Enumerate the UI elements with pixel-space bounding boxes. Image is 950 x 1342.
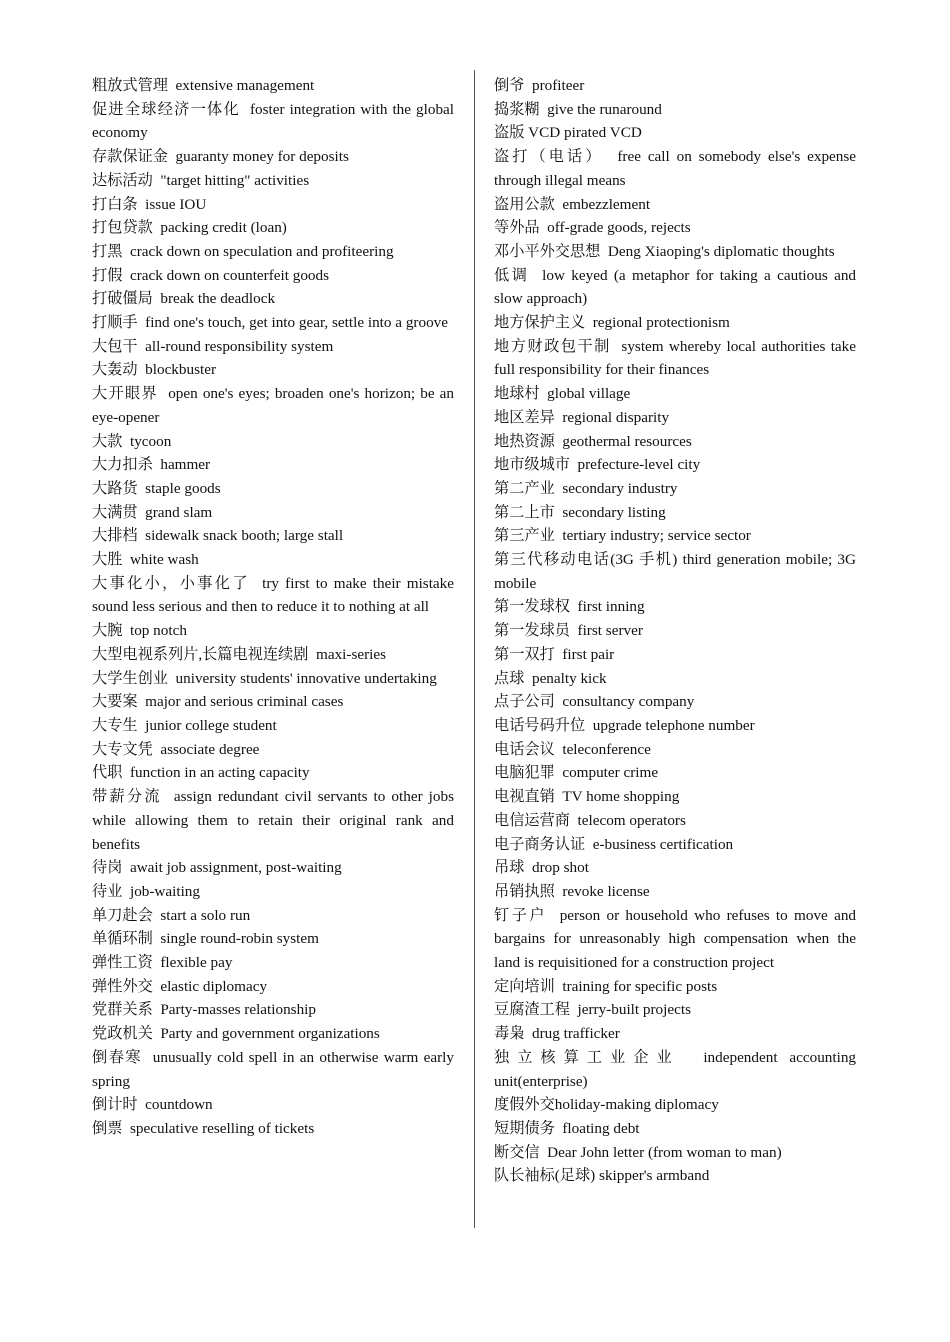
english-translation: flexible pay xyxy=(160,954,233,972)
term-separator xyxy=(570,1001,578,1018)
english-translation: first inning xyxy=(577,598,645,616)
glossary-entry xyxy=(92,998,454,1022)
english-translation: job-waiting xyxy=(129,882,200,900)
english-translation: associate degree xyxy=(160,740,260,758)
term-separator xyxy=(122,243,130,260)
glossary-entry xyxy=(494,264,856,311)
english-translation: computer crime xyxy=(562,764,659,782)
glossary-entry xyxy=(494,121,856,145)
term-separator xyxy=(122,1120,130,1137)
term-separator xyxy=(570,622,578,639)
chinese-term: 党政机关 xyxy=(92,1025,153,1043)
english-translation: junior college student xyxy=(145,716,277,734)
glossary-entry xyxy=(92,1093,454,1117)
chinese-term: 定向培训 xyxy=(494,977,555,995)
chinese-term: 待业 xyxy=(92,882,123,900)
glossary-entry xyxy=(494,382,856,406)
chinese-term: 点球 xyxy=(494,669,525,687)
english-translation: assign redundant civil servants to other jobs while allowing them to retain their original rank and benefits xyxy=(92,788,455,853)
chinese-term: 盗打（电话） xyxy=(494,148,604,166)
chinese-term: 打顺手 xyxy=(92,314,138,332)
column-divider xyxy=(474,70,475,1228)
glossary-entry xyxy=(92,690,454,714)
glossary-entry xyxy=(92,951,454,975)
chinese-term: 党群关系 xyxy=(92,1001,153,1019)
chinese-term: 短期债务 xyxy=(494,1119,555,1137)
english-translation: revoke license xyxy=(562,882,650,900)
glossary-entry xyxy=(494,619,856,643)
glossary-entry xyxy=(92,477,454,501)
english-translation: university students' innovative undertaking xyxy=(175,669,437,687)
chinese-term: 打假 xyxy=(92,266,123,284)
english-translation: floating debt xyxy=(562,1119,640,1137)
term-separator xyxy=(570,456,578,473)
glossary-entry xyxy=(494,904,856,975)
english-translation: Party-masses relationship xyxy=(160,1001,316,1019)
english-translation: give the runaround xyxy=(547,100,662,118)
chinese-term: 大满贯 xyxy=(92,503,138,521)
chinese-term: 倒票 xyxy=(92,1119,123,1137)
english-translation: white wash xyxy=(129,551,199,569)
chinese-term: 第三产业 xyxy=(494,527,555,545)
glossary-entry xyxy=(92,216,454,240)
term-separator xyxy=(570,812,578,829)
term-separator xyxy=(122,267,130,284)
glossary-entry xyxy=(92,1117,454,1141)
chinese-term: 倒春寒 xyxy=(92,1048,143,1066)
english-translation: regional disparity xyxy=(562,408,670,426)
glossary-entry xyxy=(92,430,454,454)
glossary-entry xyxy=(494,856,856,880)
glossary-entry xyxy=(92,975,454,999)
chinese-term: 队长袖标(足球) xyxy=(494,1167,596,1185)
english-translation: geothermal resources xyxy=(562,432,692,450)
glossary-entry xyxy=(494,785,856,809)
english-translation: grand slam xyxy=(145,503,213,521)
term-separator xyxy=(240,101,250,118)
term-separator xyxy=(142,1049,153,1066)
right-glossary-column xyxy=(494,74,856,1188)
english-translation: extensive management xyxy=(175,77,315,94)
glossary-entry xyxy=(494,430,856,454)
glossary-entry xyxy=(92,311,454,335)
glossary-entry xyxy=(494,690,856,714)
english-translation: blockbuster xyxy=(145,361,217,379)
glossary-entry xyxy=(494,453,856,477)
english-translation: e-business certification xyxy=(592,835,734,853)
english-translation: all-round responsibility system xyxy=(145,337,334,355)
english-translation: find one's touch, get into gear, settle into a groove xyxy=(145,314,449,332)
chinese-term: 倒爷 xyxy=(494,77,525,94)
english-translation: speculative reselling of tickets xyxy=(129,1119,315,1137)
chinese-term: 邓小平外交思想 xyxy=(494,242,601,260)
glossary-entry xyxy=(92,548,454,572)
chinese-term: 存款保证金 xyxy=(92,148,168,166)
glossary-entry xyxy=(92,856,454,880)
english-translation: Dear John letter (from woman to man) xyxy=(547,1143,782,1161)
english-translation: profiteer xyxy=(531,77,585,94)
chinese-term: 大包干 xyxy=(92,337,138,355)
glossary-entry xyxy=(92,714,454,738)
chinese-term: 大轰动 xyxy=(92,361,138,379)
english-translation: system whereby local authorities take full responsibility for their finances xyxy=(494,337,856,379)
english-translation: try first to make their mistake sound less serious and then to reduce it to nothing at all xyxy=(92,574,455,616)
glossary-entry xyxy=(494,1164,856,1188)
english-translation: Party and government organizations xyxy=(160,1025,380,1043)
chinese-term: 电信运营商 xyxy=(494,811,570,829)
english-translation: independent accounting unit(enterprise) xyxy=(494,1048,857,1090)
chinese-term: 电话会议 xyxy=(494,740,555,758)
english-translation: hammer xyxy=(160,456,211,474)
chinese-term: 弹性外交 xyxy=(92,977,153,995)
term-separator xyxy=(168,77,176,94)
english-translation: countdown xyxy=(145,1096,213,1114)
term-separator xyxy=(585,314,593,331)
term-separator xyxy=(524,77,532,94)
chinese-term: 电话号码升位 xyxy=(494,716,586,734)
english-translation: training for specific posts xyxy=(562,977,718,995)
english-translation: first pair xyxy=(562,645,615,663)
english-translation: issue IOU xyxy=(145,195,207,213)
term-separator xyxy=(250,575,262,592)
chinese-term: 待岗 xyxy=(92,859,123,877)
chinese-term: 大开眼界 xyxy=(92,385,158,403)
term-separator xyxy=(570,598,578,615)
glossary-entry xyxy=(494,1141,856,1165)
term-separator xyxy=(122,433,130,450)
english-translation: tycoon xyxy=(129,432,172,450)
chinese-term: 大专文凭 xyxy=(92,740,153,758)
chinese-term: 地球村 xyxy=(494,385,540,403)
glossary-entry xyxy=(494,975,856,999)
glossary-entry xyxy=(92,619,454,643)
term-separator xyxy=(547,907,560,924)
glossary-entry xyxy=(92,1022,454,1046)
english-translation: crack down on speculation and profiteering xyxy=(129,242,394,260)
english-translation: maxi-series xyxy=(316,645,387,663)
english-translation: consultancy company xyxy=(562,693,695,711)
english-translation: global village xyxy=(547,385,631,403)
term-separator xyxy=(168,670,176,687)
chinese-term: 地方保护主义 xyxy=(494,314,586,332)
term-separator xyxy=(168,148,176,165)
glossary-entry xyxy=(92,927,454,951)
english-translation: single round-robin system xyxy=(160,930,319,948)
english-translation: first server xyxy=(577,622,643,640)
english-translation: await job assignment, post-waiting xyxy=(129,859,342,877)
english-translation: person or household who refuses to move and bargains for unreasonably high compensation when the land is requisitioned for a construction project xyxy=(494,906,857,972)
glossary-entry xyxy=(494,998,856,1022)
glossary-entry xyxy=(494,311,856,335)
glossary-entry xyxy=(494,335,856,382)
chinese-term: 钉子户 xyxy=(494,906,548,924)
term-separator xyxy=(600,243,608,260)
glossary-entry xyxy=(494,1093,856,1117)
english-translation: tertiary industry; service sector xyxy=(562,527,751,545)
chinese-term: 大力扣杀 xyxy=(92,456,153,474)
glossary-entry xyxy=(494,761,856,785)
glossary-entry xyxy=(494,809,856,833)
chinese-term: 度假外交 xyxy=(494,1096,555,1114)
english-translation: jerry-built projects xyxy=(577,1001,691,1019)
chinese-term: 大型电视系列片,长篇电视连续剧 xyxy=(92,645,309,663)
english-translation: TV home shopping xyxy=(562,788,680,806)
chinese-term: 第二产业 xyxy=(494,479,555,497)
english-translation: prefecture-level city xyxy=(577,456,701,474)
glossary-entry xyxy=(494,1046,856,1093)
glossary-entry xyxy=(494,74,856,98)
glossary-entry xyxy=(494,595,856,619)
glossary-entry xyxy=(494,548,856,595)
term-separator xyxy=(529,267,542,284)
english-translation: teleconference xyxy=(562,740,651,758)
chinese-term: 倒计时 xyxy=(92,1096,138,1114)
chinese-term: 捣浆糊 xyxy=(494,100,540,118)
glossary-entry xyxy=(494,833,856,857)
english-translation: telecom operators xyxy=(577,811,686,829)
term-separator xyxy=(524,859,532,876)
chinese-term: 代职 xyxy=(92,764,123,782)
term-separator xyxy=(122,883,130,900)
chinese-term: 第一发球权 xyxy=(494,598,570,616)
english-translation: major and serious criminal cases xyxy=(145,693,344,711)
glossary-entry xyxy=(92,98,454,145)
english-translation: crack down on counterfeit goods xyxy=(129,266,330,284)
glossary-entry xyxy=(92,738,454,762)
chinese-term: 等外品 xyxy=(494,219,540,237)
glossary-entry xyxy=(92,880,454,904)
chinese-term: 低调 xyxy=(494,266,530,284)
term-separator xyxy=(585,717,593,734)
chinese-term: 吊球 xyxy=(494,859,525,877)
glossary-entry xyxy=(92,761,454,785)
chinese-term: 粗放式管理 xyxy=(92,77,168,94)
chinese-term: 大排档 xyxy=(92,527,138,545)
glossary-entry xyxy=(494,667,856,691)
glossary-entry xyxy=(494,193,856,217)
english-translation: low keyed (a metaphor for taking a cautious and slow approach) xyxy=(494,266,857,308)
glossary-entry xyxy=(92,193,454,217)
term-separator xyxy=(308,646,316,663)
chinese-term: 大腕 xyxy=(92,622,123,640)
english-translation: function in an acting capacity xyxy=(129,764,310,782)
english-translation: upgrade telephone number xyxy=(592,716,755,734)
glossary-entry xyxy=(494,240,856,264)
glossary-entry xyxy=(92,524,454,548)
chinese-term: 大路货 xyxy=(92,479,138,497)
chinese-term: 带薪分流 xyxy=(92,788,162,806)
glossary-entry xyxy=(92,240,454,264)
chinese-term: 断交信 xyxy=(494,1143,540,1161)
chinese-term: 大款 xyxy=(92,432,123,450)
chinese-term: 第一发球员 xyxy=(494,622,570,640)
glossary-entry xyxy=(494,880,856,904)
chinese-term: 促进全球经济一体化 xyxy=(92,100,240,118)
term-separator xyxy=(122,622,130,639)
glossary-entry xyxy=(92,501,454,525)
chinese-term: 第二上市 xyxy=(494,503,555,521)
glossary-entry xyxy=(494,145,856,192)
english-translation: pirated VCD xyxy=(564,124,642,142)
english-translation: packing credit (loan) xyxy=(160,219,287,237)
english-translation: foster integration with the global economy xyxy=(92,100,455,142)
english-translation: third generation mobile; 3G mobile xyxy=(494,551,856,592)
english-translation: Deng Xiaoping's diplomatic thoughts xyxy=(607,242,835,260)
chinese-term: 弹性工资 xyxy=(92,954,153,972)
english-translation: "target hitting" activities xyxy=(160,171,310,189)
english-translation: open one's eyes; broaden one's horizon; be an eye-opener xyxy=(92,385,455,426)
glossary-entry xyxy=(92,74,454,98)
glossary-entry xyxy=(92,667,454,691)
chinese-term: 大要案 xyxy=(92,693,138,711)
english-translation: off-grade goods, rejects xyxy=(547,219,691,237)
glossary-entry xyxy=(494,1117,856,1141)
chinese-term: 大胜 xyxy=(92,551,123,569)
glossary-entry xyxy=(92,453,454,477)
term-separator xyxy=(680,1049,704,1066)
english-translation: skipper's armband xyxy=(599,1167,710,1185)
chinese-term: 大事化小，小事化了 xyxy=(92,574,250,592)
term-separator xyxy=(122,764,130,781)
chinese-term: 大学生创业 xyxy=(92,669,168,687)
english-translation: top notch xyxy=(129,622,187,640)
glossary-entry xyxy=(92,382,454,429)
chinese-term: 电视直销 xyxy=(494,788,555,806)
chinese-term: 盗用公款 xyxy=(494,195,555,213)
glossary-entry xyxy=(494,477,856,501)
english-translation: drop shot xyxy=(531,859,589,877)
chinese-term: 第三代移动电话(3G 手机) xyxy=(494,551,678,569)
glossary-entry xyxy=(92,1046,454,1093)
english-translation: secondary industry xyxy=(562,479,678,497)
chinese-term: 第一双打 xyxy=(494,645,555,663)
english-translation: holiday-making diplomacy xyxy=(554,1096,719,1114)
glossary-entry xyxy=(92,287,454,311)
glossary-entry xyxy=(92,785,454,856)
english-translation: free call on somebody else's expense through illegal means xyxy=(494,148,857,189)
glossary-entry xyxy=(92,643,454,667)
english-translation: start a solo run xyxy=(160,906,251,924)
glossary-entry xyxy=(494,524,856,548)
chinese-term: 点子公司 xyxy=(494,693,555,711)
glossary-entry xyxy=(494,98,856,122)
glossary-entry xyxy=(92,335,454,359)
term-separator xyxy=(122,551,130,568)
term-separator xyxy=(122,859,130,876)
chinese-term: 豆腐渣工程 xyxy=(494,1001,570,1019)
english-translation: embezzlement xyxy=(562,195,651,213)
english-translation: drug trafficker xyxy=(531,1025,620,1043)
chinese-term: 独立核算工业企业 xyxy=(494,1048,680,1066)
english-translation: unusually cold spell in an otherwise warm early spring xyxy=(92,1048,454,1090)
glossary-entry xyxy=(92,264,454,288)
glossary-entry xyxy=(92,572,454,619)
chinese-term: 地方财政包干制 xyxy=(494,337,611,355)
glossary-entry xyxy=(92,145,454,169)
glossary-entry xyxy=(494,501,856,525)
chinese-term: 盗版 VCD xyxy=(494,124,561,142)
chinese-term: 打黑 xyxy=(92,242,123,260)
chinese-term: 打包贷款 xyxy=(92,219,153,237)
chinese-term: 电子商务认证 xyxy=(494,835,586,853)
chinese-term: 地热资源 xyxy=(494,432,555,450)
term-separator xyxy=(611,338,622,355)
term-separator xyxy=(162,788,174,805)
glossary-entry xyxy=(92,169,454,193)
chinese-term: 地市级城市 xyxy=(494,456,570,474)
glossary-entry xyxy=(494,643,856,667)
glossary-entry xyxy=(494,216,856,240)
glossary-entry xyxy=(494,1022,856,1046)
chinese-term: 单循环制 xyxy=(92,930,153,948)
glossary-entry xyxy=(494,406,856,430)
english-translation: break the deadlock xyxy=(160,290,276,308)
term-separator xyxy=(524,670,532,687)
chinese-term: 达标活动 xyxy=(92,171,153,189)
term-separator xyxy=(158,385,168,402)
chinese-term: 打白条 xyxy=(92,195,138,213)
english-translation: sidewalk snack booth; large stall xyxy=(145,527,344,545)
english-translation: regional protectionism xyxy=(592,314,730,332)
chinese-term: 电脑犯罪 xyxy=(494,764,555,782)
english-translation: staple goods xyxy=(145,479,221,497)
chinese-term: 大专生 xyxy=(92,716,138,734)
term-separator xyxy=(585,836,593,853)
chinese-term: 打破僵局 xyxy=(92,290,153,308)
glossary-entry xyxy=(92,358,454,382)
chinese-term: 吊销执照 xyxy=(494,882,555,900)
term-separator xyxy=(524,1025,532,1042)
term-separator xyxy=(604,148,618,165)
glossary-entry xyxy=(494,714,856,738)
left-glossary-column xyxy=(92,74,454,1141)
chinese-term: 地区差异 xyxy=(494,408,555,426)
english-translation: elastic diplomacy xyxy=(160,977,268,995)
english-translation: penalty kick xyxy=(531,669,607,687)
english-translation: secondary listing xyxy=(562,503,666,521)
glossary-entry xyxy=(92,904,454,928)
english-translation: guaranty money for deposits xyxy=(175,148,349,166)
glossary-entry xyxy=(494,738,856,762)
chinese-term: 单刀赴会 xyxy=(92,906,153,924)
chinese-term: 毒枭 xyxy=(494,1025,525,1043)
